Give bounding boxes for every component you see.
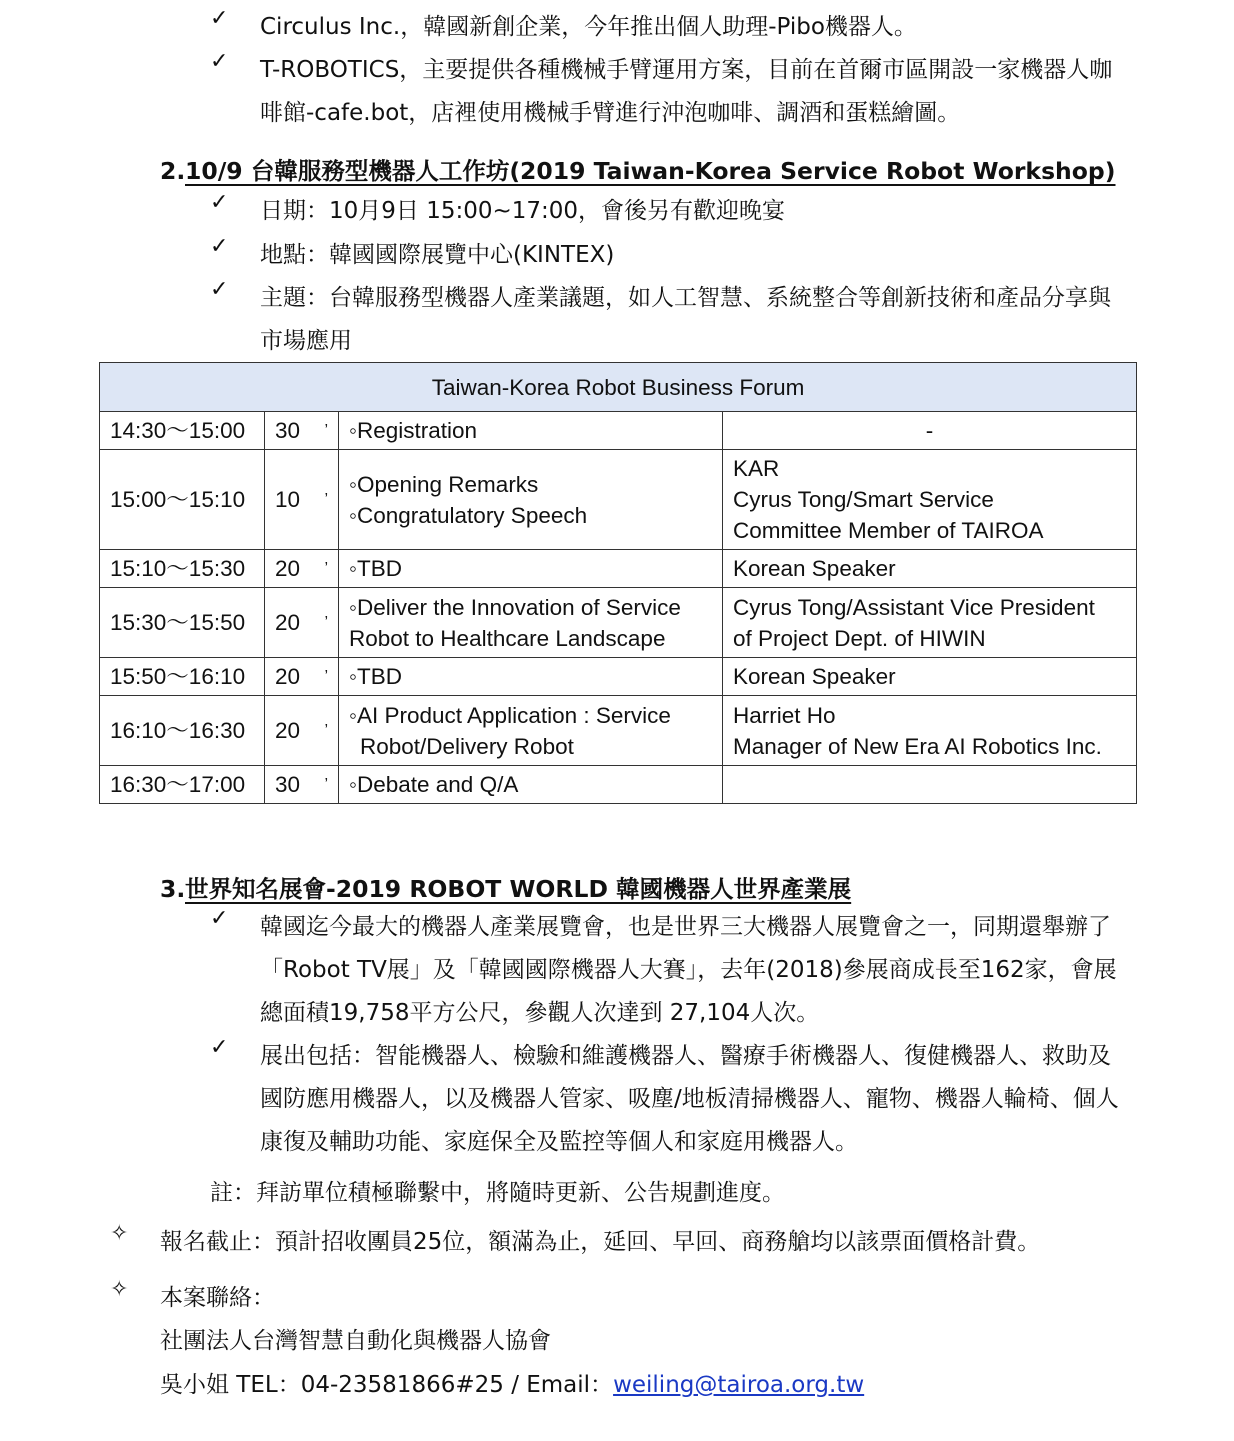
speaker-line: of Project Dept. of HIWIN <box>733 625 986 651</box>
minute-mark: ’ <box>324 776 328 793</box>
topic-cell <box>339 588 723 658</box>
topic-line: Robot/Delivery Robot <box>360 733 574 759</box>
topic-line: ◦Registration <box>349 418 478 443</box>
section3-item-text: 展出包括：智能機器人、檢驗和維護機器人、醫療手術機器人、復健機器人、救助及國防應用機器人，以及機器人管家、吸塵/地板清掃機器人、寵物、機器人輪椅、個人康復及輔助功能、家庭保全及監控等個人和家庭用機器人。 <box>260 1043 1119 1155</box>
speaker-cell <box>723 450 1137 550</box>
duration-value: 30 <box>275 418 301 443</box>
checkmark-icon: ✓ <box>210 234 229 259</box>
contact-label: 本案聯絡： <box>160 1285 275 1311</box>
topic-line: ◦TBD <box>349 664 402 689</box>
topic-line: ◦AI Product Application : Service <box>349 702 671 728</box>
duration-cell <box>265 766 339 804</box>
time-cell: 15:00～15:10 <box>100 450 265 550</box>
speaker-line: Cyrus Tong/Smart Service <box>733 487 994 512</box>
duration-value: 30 <box>275 772 301 797</box>
section2-item-text: 日期：10月9日 15:00~17:00，會後另有歡迎晚宴 <box>260 198 786 224</box>
checkmark-icon: ✓ <box>210 277 229 302</box>
topic-line: ◦TBD <box>349 556 402 581</box>
topic-cell <box>339 658 723 696</box>
speaker-line: Committee Member of TAIROA <box>733 518 1044 543</box>
table-row <box>100 550 1137 588</box>
topic-line: ◦Deliver the Innovation of Service <box>349 594 681 620</box>
checkmark-icon: ✓ <box>210 6 229 31</box>
diamond-bullet-icon: ✧ <box>110 1221 129 1246</box>
minute-mark: ’ <box>324 614 328 631</box>
checkmark-icon: ✓ <box>210 1035 229 1060</box>
table-row <box>100 766 1137 804</box>
section2-item-text: 地點：韓國國際展覽中心(KINTEX) <box>260 242 615 268</box>
topic-cell <box>339 450 723 550</box>
time-cell: 15:30～15:50 <box>100 588 265 658</box>
intro-item-text: Circulus Inc.，韓國新創企業，今年推出個人助理-Pibo機器人。 <box>260 14 917 40</box>
section3-heading <box>160 870 851 904</box>
speaker-line: Manager of New Era AI Robotics Inc. <box>733 733 1102 759</box>
table-row <box>100 696 1137 766</box>
forum-title-row <box>100 363 1137 412</box>
diamond-bullet-icon: ✧ <box>110 1277 129 1302</box>
table-row <box>100 412 1137 450</box>
speaker-cell <box>723 588 1137 658</box>
time-cell: 16:10～16:30 <box>100 696 265 766</box>
duration-value: 20 <box>275 664 301 689</box>
minute-mark: ’ <box>324 722 328 739</box>
minute-mark: ’ <box>324 491 328 508</box>
duration-cell <box>265 412 339 450</box>
contact-organization: 社團法人台灣智慧自動化與機器人協會 <box>160 1328 551 1354</box>
table-row <box>100 450 1137 550</box>
section3-number: 3. <box>160 875 186 903</box>
contact-email-link[interactable]: weiling@tairoa.org.tw <box>613 1372 865 1398</box>
topic-cell <box>339 550 723 588</box>
duration-cell <box>265 588 339 658</box>
topic-line: ◦Opening Remarks <box>349 471 539 497</box>
topic-line: ◦Debate and Q/A <box>349 772 519 797</box>
topic-line: Robot to Healthcare Landscape <box>349 625 666 651</box>
speaker-cell <box>723 696 1137 766</box>
duration-value: 20 <box>275 556 301 581</box>
minute-mark: ’ <box>324 422 328 439</box>
speaker-line: Korean Speaker <box>733 664 896 689</box>
intro-item-text: T-ROBOTICS，主要提供各種機械手臂運用方案，目前在首爾市區開設一家機器人咖啡館-cafe.bot，店裡使用機械手臂進行沖泡咖啡、調酒和蛋糕繪圖。 <box>260 57 1113 126</box>
section2-number: 2. <box>160 157 186 185</box>
section2-heading <box>160 152 1116 186</box>
topic-cell <box>339 696 723 766</box>
forum-schedule-table <box>99 362 1137 804</box>
time-cell: 16:30～17:00 <box>100 766 265 804</box>
duration-cell <box>265 550 339 588</box>
contact-person-text: 吳小姐 TEL：04-23581866#25 / Email： <box>160 1372 614 1398</box>
registration-deadline-text: 報名截止：預計招收團員25位，額滿為止，延回、早回、商務艙均以該票面價格計費。 <box>160 1229 1041 1255</box>
duration-value: 20 <box>275 610 301 635</box>
section2-item-text: 主題：台韓服務型機器人產業議題，如人工智慧、系統整合等創新技術和產品分享與市場應用 <box>260 285 1111 354</box>
checkmark-icon: ✓ <box>210 190 229 215</box>
minute-mark: ’ <box>324 560 328 577</box>
checkmark-icon: ✓ <box>210 49 229 74</box>
speaker-line: Korean Speaker <box>733 556 896 581</box>
speaker-line: Cyrus Tong/Assistant Vice President <box>733 594 1095 620</box>
duration-value: 20 <box>275 718 301 743</box>
speaker-line: Harriet Ho <box>733 702 836 728</box>
time-cell: 15:50～16:10 <box>100 658 265 696</box>
speaker-line: - <box>925 418 934 443</box>
speaker-line: KAR <box>733 456 780 481</box>
table-row <box>100 658 1137 696</box>
table-row <box>100 588 1137 658</box>
duration-value: 10 <box>275 487 301 512</box>
section2-title: 10/9 台韓服務型機器人工作坊(2019 Taiwan-Korea Service Robot Workshop) <box>185 157 1116 185</box>
section3-item-text: 韓國迄今最大的機器人產業展覽會，也是世界三大機器人展覽會之一，同期還舉辦了「Robot TV展」及「韓國國際機器人大賽」，去年(2018)參展商成長至162家，會展總面積19,758平方公尺，參觀人次達到 27,104人次。 <box>260 914 1117 1026</box>
duration-cell <box>265 696 339 766</box>
contact-person-line <box>160 1364 864 1407</box>
duration-cell <box>265 450 339 550</box>
speaker-cell <box>723 766 1137 804</box>
section3-note: 註：拜訪單位積極聯繫中，將隨時更新、公告規劃進度。 <box>210 1180 785 1206</box>
time-cell: 14:30～15:00 <box>100 412 265 450</box>
speaker-cell <box>723 412 1137 450</box>
speaker-cell <box>723 550 1137 588</box>
checkmark-icon: ✓ <box>210 906 229 931</box>
topic-cell <box>339 766 723 804</box>
speaker-cell <box>723 658 1137 696</box>
minute-mark: ’ <box>324 668 328 685</box>
topic-line: ◦Congratulatory Speech <box>349 502 588 528</box>
topic-cell <box>339 412 723 450</box>
time-cell: 15:10～15:30 <box>100 550 265 588</box>
forum-title: Taiwan-Korea Robot Business Forum <box>100 363 1137 412</box>
section3-title: 世界知名展會-2019 ROBOT WORLD 韓國機器人世界產業展 <box>185 875 852 903</box>
duration-cell <box>265 658 339 696</box>
